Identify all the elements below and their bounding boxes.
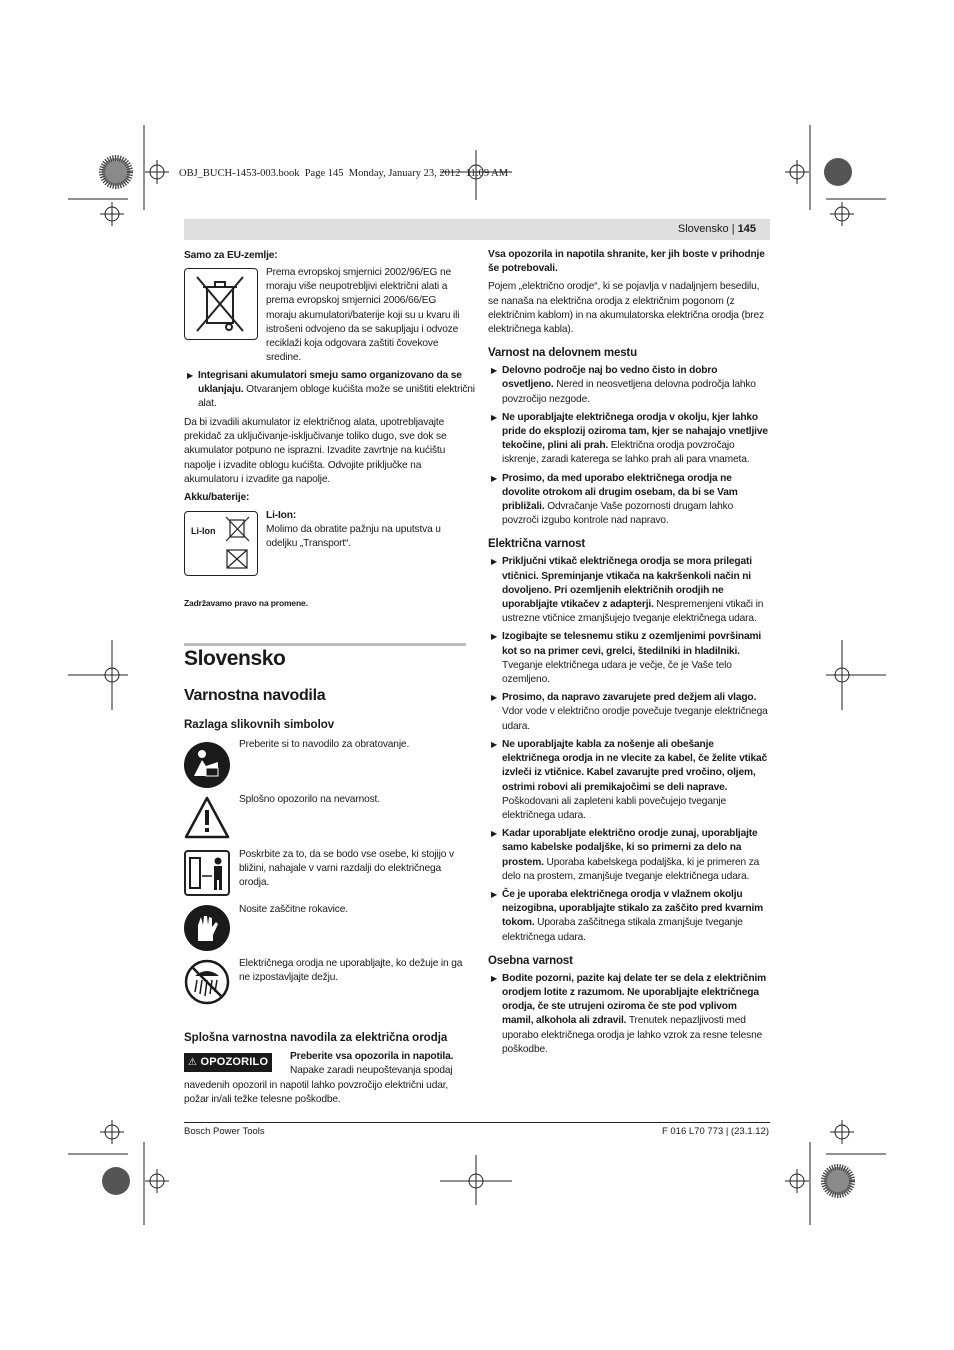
personal-safety-list [488, 972, 770, 1057]
warning-bold-text: Preberite vsa opozorila in napotila. [290, 1051, 454, 1062]
liion-symbol-box [184, 511, 258, 576]
warning-badge: ⚠ OPOZORILO [184, 1053, 272, 1072]
heading-symbol-explanation: Razlaga slikovnih simbolov [184, 719, 335, 731]
liion-label: Li-Ion [191, 526, 216, 536]
list-item-bold: Ne uporabljajte kabla za nošenje ali obešanje električnega orodja in ne vlecite za kabel, če želite vtikač izvleči iz vtičnice. Kabel zavarujte pred vročino, oljem, ostrimi robovi ali premikajočimi se deli naprave. [502, 738, 768, 793]
bullet-arrow-icon: ▶ [491, 739, 498, 749]
list-item-text: Tveganje električnega udara je večje, če je Vaše telo ozemljeno. [502, 659, 732, 686]
list-item [488, 630, 770, 687]
eu-title: Samo za EU-zemlje: [184, 250, 278, 261]
bullet-arrow-icon: ▶ [491, 366, 498, 376]
list-item-text: Uporaba zaščitnega stikala zmanjšuje tveganje električnega udara. [502, 917, 743, 943]
bullet-arrow-icon: ▶ [491, 412, 498, 422]
list-item [488, 827, 770, 884]
recycling-icons [221, 514, 255, 572]
list-item-text: Trenutek nepazljivosti med uporabo električnega orodja je lahko vzrok za resne telesne poškodbe. [502, 1015, 763, 1055]
liion-title: Li-Ion: [266, 510, 297, 521]
warning-triangle-icon: ⚠ [188, 1057, 198, 1068]
warning-text-line1: Napake zaradi neupoštevanja spodaj [290, 1065, 453, 1076]
list-item-text: Nespremenjeni vtikači in ustrezne vtičnice zmanjšujejo tveganje električnega udara. [502, 599, 764, 625]
list-item [488, 411, 770, 468]
eu-directive-text: Prema evropskoj smjernici 2002/96/EG ne moraju više neupotrebljivi električni alati a prema evropskoj smjernici 2006/66/EG moraju akumulatori/baterije koji su u kvaru ili istrošeni odvojeno da se sakupljaju i odvoze reciklaži koja odgovara zaštiti čovekove sredine. [266, 267, 460, 364]
list-item [488, 972, 770, 1057]
list-item [488, 888, 770, 945]
keep-instructions-text: Vsa opozorila in napotila shranite, ker jih boste v prihodnje še potrebovali. [488, 249, 765, 275]
footer-rule [184, 1122, 770, 1123]
footer-doc-number: F 016 L70 773 | (23.1.12) [661, 1126, 769, 1137]
bullet-arrow-icon: ▶ [491, 889, 498, 899]
list-item-text: Uporaba kabelskega podaljška, ki je primeren za delo na prostem, zmanjšuje tveganje električnega udara. [502, 856, 760, 882]
list-item-text: Poškodovani ali zapleteni kabli povečujejo tveganje električnega udara. [502, 795, 726, 821]
no-rain-icon [183, 958, 231, 1011]
file-header-line: OBJ_BUCH-1453-003.book Page 145 Monday, January 23, 2012 11:09 AM [179, 168, 509, 179]
symbol-text-keep-distance: Poskrbite za to, da se bodo vse osebe, ki stojijo v bližini, nahajale v varni razdalji do električnega orodja. [239, 849, 454, 889]
list-item-bold: Če je uporaba električnega orodja v vlažnem okolju neizogibna, uporabljajte stikalo za zaščito pred kvarnim tokom. [502, 888, 764, 929]
heading-work-area-safety: Varnost na delovnem mestu [488, 347, 637, 360]
header-separator: | [731, 223, 738, 235]
general-warning-icon [183, 795, 231, 846]
bullet-integrated-battery: ▶ Integrisani akumulatori smeju samo organizovano da se uklanjaju. Otvaranjem obloge kućišta može se uništiti električni alat. [187, 370, 475, 410]
crossed-bin-icon [185, 269, 256, 338]
list-item-text: Nered in neosvetljena delovna področja lahko povzročijo nezgode. [502, 379, 756, 405]
battery-removal-paragraph: Da bi izvadili akumulator iz električnog alata, upotrebljavajte prekidač za uključivanje-isključivanje toliko dugo, sve dok se akumulator potpuno ne isprazni. Izvadite zavrtnje na kućištu napolje i izvadite oblogu kućišta. Odvojite priključke na akumulatoru i izvadite ga napolje. [184, 417, 447, 485]
weee-symbol-box [184, 268, 258, 340]
symbol-text-gloves: Nosite zaščitne rokavice. [239, 904, 348, 915]
read-manual-icon [184, 742, 230, 788]
list-item-text: Vdor vode v električno orodje povečuje tveganje električnega udara. [502, 706, 768, 732]
list-item-bold: Prosimo, da med uporabo električnega orodja ne dovolite otrokom ali drugim osebam, da bi se Vam približali. [502, 472, 738, 513]
list-item [488, 691, 770, 734]
bullet-arrow-icon: ▶ [187, 371, 194, 380]
liion-text: Molimo da obratite pažnju na uputstva u odeljku „Transport“. [266, 524, 441, 550]
warning-text-continued: navedenih opozoril in napotil lahko povzročijo električni udar, požar in/ali težke telesne poškodbe. [184, 1080, 449, 1106]
list-item [488, 738, 770, 823]
list-item-bold: Ne uporabljajte električnega orodja v okolju, kjer lahko pride do eksplozij oziroma tam, kjer se nahajajo vnetljive tekočine, plini ali prah. [502, 411, 768, 452]
list-item-bold: Kadar uporabljate električno orodje zunaj, uporabljajte samo kabelske podaljške, ki so primerni za delo na prostem. [502, 828, 758, 868]
list-item [488, 472, 770, 529]
heading-general-safety: Splošna varnostna navodila za električna orodja [184, 1032, 448, 1044]
footer-brand: Bosch Power Tools [184, 1126, 265, 1137]
list-item-bold: Izogibajte se telesnemu stiku z ozemljenimi površinami kot so na primer cevi, grelci, štedilniki in hladilniki. [502, 631, 762, 657]
symbol-text-read-manual: Preberite si to navodilo za obratovanje. [239, 739, 410, 750]
section-title-slovensko: Slovensko [184, 647, 286, 670]
bullet-arrow-icon: ▶ [491, 693, 498, 703]
list-item-bold: Prosimo, da napravo zavarujete pred dežjem ali vlago. [502, 692, 757, 704]
list-item-bold: Priključni vtikač električnega orodja se mora prilegati vtičnici. Spreminjanje vtikača na kakršenkoli način ni dovoljeno. Pri ozemljenih električnih orodjih ne uporabljajte vtikačev z adapterji. [502, 556, 752, 611]
keep-distance-icon [184, 850, 230, 896]
list-item-bold: Bodite pozorni, pazite kaj delate ter se dela z električnim orodjem lotite z razumom. Ne uporabljajte električnega orodja, če ste utrujeni oziroma če ste pod vplivom mamil, alkohola ali zdravil. [502, 972, 767, 1027]
bullet-arrow-icon: ▶ [491, 829, 498, 839]
gloves-icon [184, 905, 230, 951]
bullet-arrow-icon: ▶ [491, 557, 498, 567]
akku-title: Akku/baterije: [184, 492, 250, 503]
header-language: Slovensko [677, 223, 729, 235]
list-item [488, 555, 770, 626]
symbol-text-no-rain: Električnega orodja ne uporabljajte, ko dežuje in ga ne izpostavljajte dežju. [239, 958, 463, 984]
electrical-safety-list [488, 555, 770, 944]
list-item-bold: Delovno področje naj bo vedno čisto in dobro osvetljeno. [502, 365, 718, 391]
heading-varnostna-navodila: Varnostna navodila [184, 687, 326, 704]
heading-electrical-safety: Električna varnost [488, 538, 586, 551]
rights-reserved: Zadržavamo pravo na promene. [184, 598, 308, 608]
page-number: 145 [737, 223, 756, 235]
list-item-text: Odvračanje Vaše pozornosti drugam lahko povzroči izgubo kontrole nad napravo. [502, 501, 734, 527]
page-header [184, 219, 770, 240]
bullet-arrow-icon: ▶ [491, 632, 498, 642]
work-area-list [488, 364, 770, 528]
bullet-arrow-icon: ▶ [491, 973, 498, 983]
list-item-text: Električna orodja povzročajo iskrenje, zaradi katerega se lahko prah ali para vnameta. [502, 440, 750, 466]
heading-personal-safety: Osebna varnost [488, 954, 573, 967]
symbol-text-general-warning: Splošno opozorilo na nevarnost. [239, 794, 380, 805]
power-tool-definition: Pojem „električno orodje“, ki se pojavlja v nadaljnjem besedilu, se nanaša na električna orodja z električnim pogonom (z električnim kablom) in na akumulatorska električna orodja (brez električnega kabla). [488, 281, 764, 336]
bullet-arrow-icon: ▶ [491, 473, 498, 483]
right-column [488, 248, 770, 1061]
list-item [488, 364, 770, 407]
